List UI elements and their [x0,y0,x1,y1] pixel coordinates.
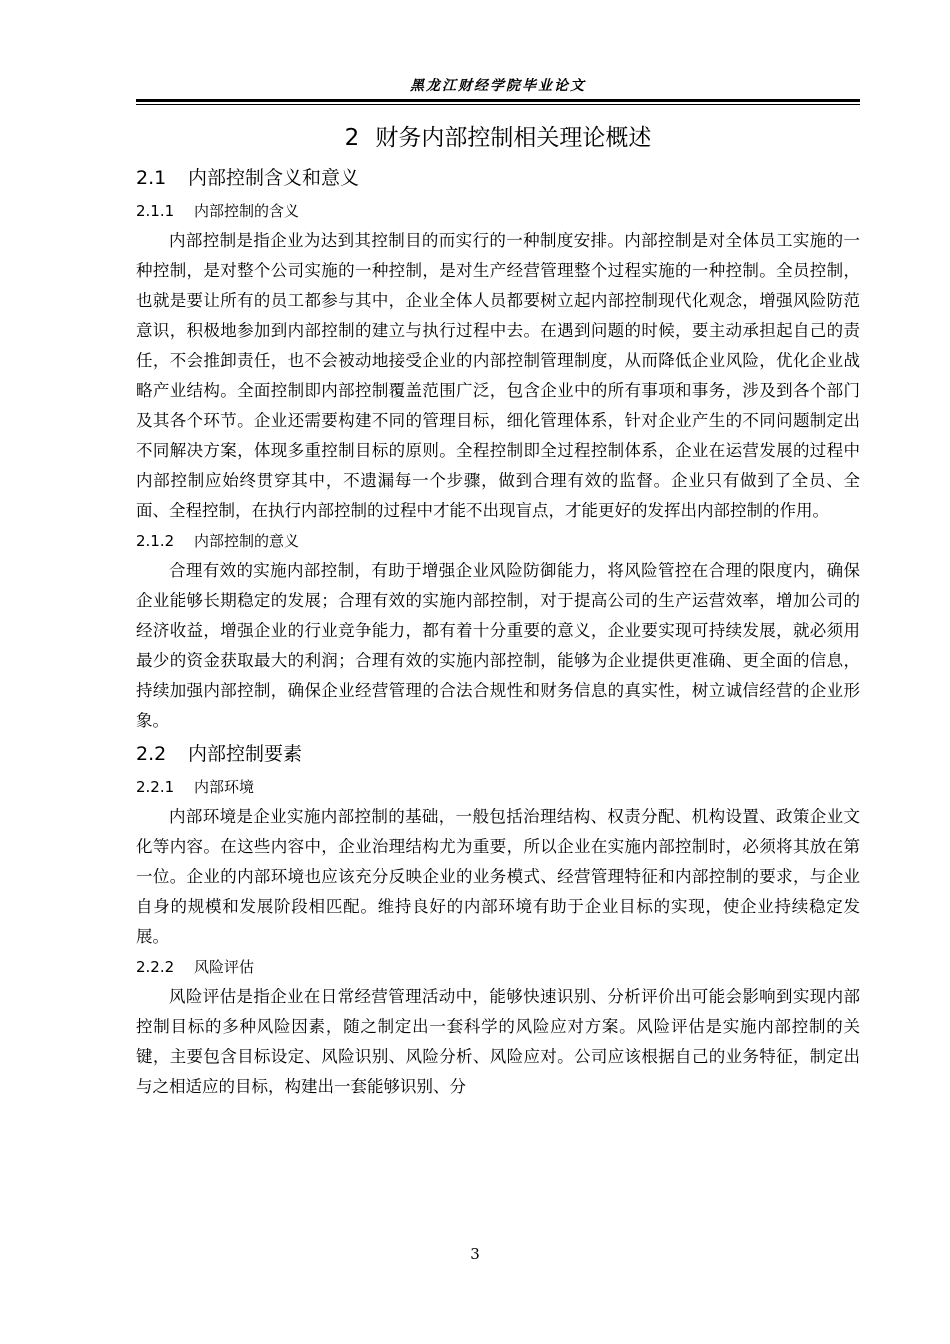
subsection-heading [136,196,860,226]
body-paragraph: 合理有效的实施内部控制，有助于增强企业风险防御能力，将风险管控在合理的限度内，确保企业能够长期稳定的发展；合理有效的实施内部控制，对于提高公司的生产运营效率，增加公司的经济收益，增强企业的行业竞争能力，都有着十分重要的意义，企业要实现可持续发展，就必须用最少的资金获取最大的利润；合理有效的实施内部控制，能够为企业提供更准确、更全面的信息，持续加强内部控制，确保企业经营管理的合法合规性和财务信息的真实性，树立诚信经营的企业形象。 [136,561,860,730]
subsection-heading [136,952,860,982]
chapter-title: 财务内部控制相关理论概述 [375,125,652,151]
section-title: 内部控制要素 [188,743,303,765]
subsection-number: 2.1.1 [136,202,175,220]
subsection-number: 2.2.2 [136,958,175,976]
subsection-number: 2.1.2 [136,532,175,550]
body-paragraph: 风险评估是指企业在日常经营管理活动中，能够快速识别、分析评价出可能会影响到实现内部控制目标的多种风险因素，随之制定出一套科学的风险应对方案。风险评估是实施内部控制的关键，主要包含目标设定、风险识别、风险分析、风险应对。公司应该根据自己的业务特征，制定出与之相适应的目标，构建出一套能够识别、分 [136,987,860,1096]
subsection-title: 内部环境 [194,778,255,796]
header-rule-thin [136,104,860,105]
subsection-number: 2.2.1 [136,778,175,796]
chapter-heading [136,118,860,158]
subsection-heading [136,526,860,556]
section-heading [136,736,860,772]
body-paragraph: 内部控制是指企业为达到其控制目的而实行的一种制度安排。内部控制是对全体员工实施的一种控制，是对整个公司实施的一种控制，是对生产经营管理整个过程实施的一种控制。全员控制，也就是要让所有的员工都参与其中，企业全体人员都要树立起内部控制现代化观念，增强风险防范意识，积极地参加到内部控制的建立与执行过程中去。在遇到问题的时候，要主动承担起自己的责任，不会推卸责任，也不会被动地接受企业的内部控制管理制度，从而降低企业风险，优化企业战略产业结构。全面控制即内部控制覆盖范围广泛，包含企业中的所有事项和事务，涉及到各个部门及其各个环节。企业还需要构建不同的管理目标，细化管理体系，针对企业产生的不同问题制定出不同解决方案，体现多重控制目标的原则。全程控制即全过程控制体系，企业在运营发展的过程中内部控制应始终贯穿其中，不遗漏每一个步骤，做到合理有效的监督。企业只有做到了全员、全面、全程控制，在执行内部控制的过程中才能不出现盲点，才能更好的发挥出内部控制的作用。 [136,231,860,520]
page-number: 3 [470,1245,480,1263]
subsection-title: 内部控制的含义 [194,202,300,220]
body-paragraph: 内部环境是企业实施内部控制的基础，一般包括治理结构、权责分配、机构设置、政策企业文化等内容。在这些内容中，企业治理结构尤为重要，所以企业在实施内部控制时，必须将其放在第一位。企业的内部环境也应该充分反映企业的业务模式、经营管理特征和内部控制的要求，与企业自身的规模和发展阶段相匹配。维持良好的内部环境有助于企业目标的实现，使企业持续稳定发展。 [136,807,860,946]
section-title: 内部控制含义和意义 [188,167,360,189]
section-number: 2.2 [136,743,167,765]
running-header: 黑龙江财经学院毕业论文 [410,78,586,94]
section-heading [136,160,860,196]
subsection-title: 风险评估 [194,958,255,976]
main-content [136,118,860,1102]
chapter-number: 2 [344,125,360,151]
header-rule-thick [136,99,860,102]
subsection-heading [136,772,860,802]
section-number: 2.1 [136,167,167,189]
subsection-title: 内部控制的意义 [194,532,300,550]
